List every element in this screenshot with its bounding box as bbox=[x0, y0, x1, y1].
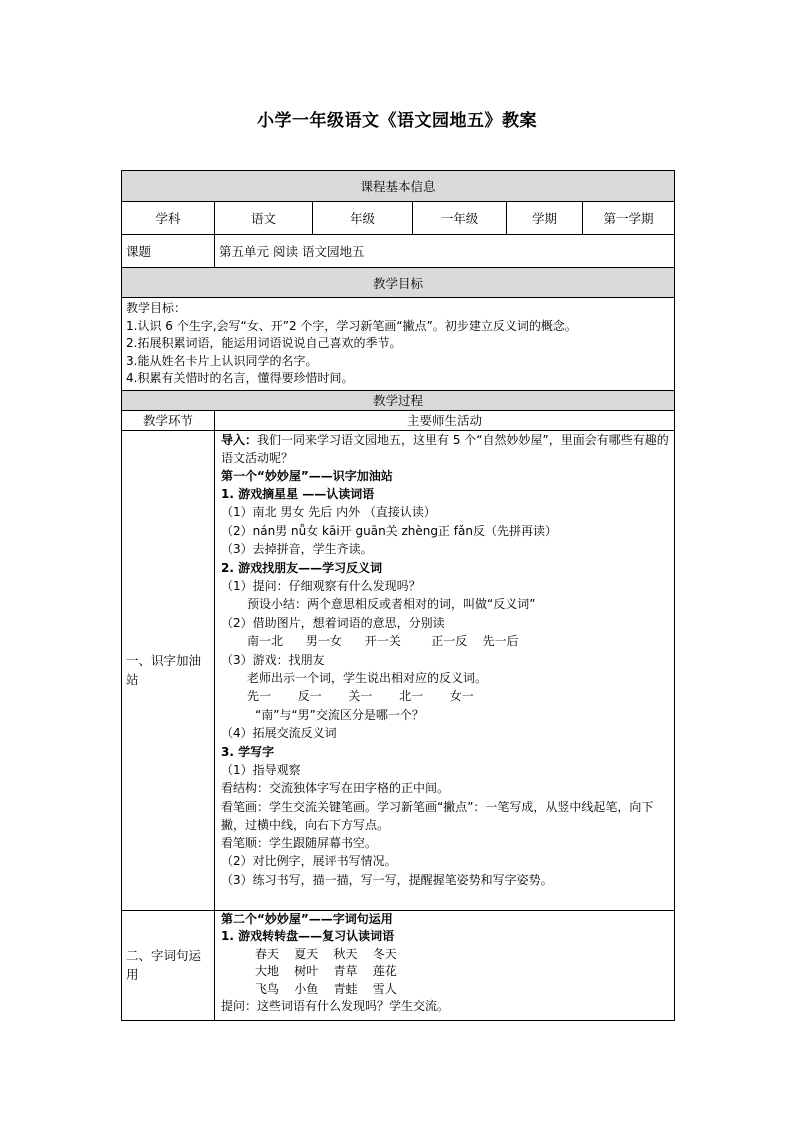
goals-content bbox=[122, 298, 675, 391]
antonym-pairs: 南一北 男一女 开一关 正一反 先一后 bbox=[247, 634, 519, 649]
goal-item: 3.能从姓名卡片上认识同学的名字。 bbox=[126, 353, 318, 368]
term-value: 第一学期 bbox=[583, 202, 675, 235]
activity-line: （2）借助图片，想着词语的意思，分别读 bbox=[221, 615, 445, 630]
activity-heading: 1. 游戏摘星星 ——认读词语 bbox=[221, 486, 375, 501]
goals-header: 教学目标 bbox=[122, 268, 675, 298]
grade-label: 年级 bbox=[313, 202, 413, 235]
activity-line: （1）提问：仔细观察有什么发现吗？ bbox=[221, 578, 421, 593]
process-header: 教学过程 bbox=[122, 390, 675, 410]
goals-intro: 教学目标： bbox=[126, 301, 187, 315]
document-title: 小学一年级语文《语文园地五》教案 bbox=[257, 111, 537, 131]
activity-line: 提问：这些词语有什么发现吗？学生交流。 bbox=[221, 999, 450, 1013]
lesson-plan-table bbox=[121, 170, 675, 1021]
intro-lead: 导入： bbox=[221, 432, 258, 447]
subject-label: 学科 bbox=[122, 202, 215, 235]
activity-line: （3）游戏：找朋友 bbox=[221, 652, 325, 667]
activity-line: 预设小结：两个意思相反或者相对的词，叫做“反义词” bbox=[247, 597, 536, 612]
activity-line: （1）南北 男女 先后 内外 （直接认读） bbox=[221, 505, 436, 520]
term-label: 学期 bbox=[507, 202, 583, 235]
activity-line: （2）nán男 nǚ女 kāi开 guān关 zhèng正 fǎn反（先拼再读） bbox=[221, 523, 557, 538]
activity-line: （1）指导观察 bbox=[221, 763, 301, 777]
activity-line: 看笔画：学生交流关键笔画。学习新笔画“撇点”：一笔写成，从竖中线起笔，向下撇，过横中线，向右下方写点。 bbox=[221, 799, 654, 832]
activity-line: （3）去掉拼音，学生齐读。 bbox=[221, 542, 373, 557]
topic-label: 课题 bbox=[122, 235, 215, 268]
intro-text bbox=[221, 431, 670, 467]
activity-line: （3）练习书写，描一描，写一写，提醒握笔姿势和写字姿势。 bbox=[221, 872, 553, 887]
stage-1-activities bbox=[215, 430, 675, 910]
activity-line: （4）拓展交流反义词 bbox=[221, 726, 337, 741]
activity-line: “南”与“男”交流区分是哪一个？ bbox=[255, 707, 424, 722]
activity-column-header: 主要师生活动 bbox=[215, 410, 675, 430]
stage-2-activities bbox=[215, 910, 675, 1020]
goal-item: 4.积累有关惜时的名言，懂得要珍惜时间。 bbox=[126, 371, 354, 385]
goal-item: 2.拓展积累词语，能运用词语说说自己喜欢的季节。 bbox=[126, 336, 402, 350]
intro-body: 我们一同来学习语文园地五，这里有 5 个“自然妙妙屋”，里面会有哪些有趣的语文活动呢？ bbox=[221, 432, 669, 465]
word-row: 飞鸟 小鱼 青蛙 雪人 bbox=[255, 981, 397, 996]
basic-info-header: 课程基本信息 bbox=[122, 171, 675, 202]
activity-line: 看笔顺：学生跟随屏幕书空。 bbox=[221, 835, 378, 850]
goal-item: 1.认识 6 个生字,会写“女、开”2 个字，学习新笔画“撇点”。初步建立反义词的概念。 bbox=[126, 318, 577, 333]
stage-2-label: 二、字词句运用 bbox=[122, 910, 215, 1020]
activity-heading: 3. 学写字 bbox=[221, 744, 275, 759]
grade-value: 一年级 bbox=[413, 202, 507, 235]
section-heading: 第二个“妙妙屋”——字词句运用 bbox=[221, 911, 393, 926]
activity-line: 老师出示一个词，学生说出相对应的反义词。 bbox=[247, 670, 488, 685]
section-heading: 第一个“妙妙屋”——识字加油站 bbox=[221, 468, 393, 483]
antonym-prompts: 先一 反一 关一 北一 女一 bbox=[247, 689, 474, 704]
activity-line: （2）对比例字，展评书写情况。 bbox=[221, 854, 397, 869]
activity-heading: 2. 游戏找朋友——学习反义词 bbox=[221, 560, 383, 575]
stage-column-header: 教学环节 bbox=[122, 410, 215, 430]
subject-value: 语文 bbox=[215, 202, 313, 235]
activity-line: 看结构：交流独体字写在田字格的正中间。 bbox=[221, 781, 450, 796]
topic-value: 第五单元 阅读 语文园地五 bbox=[215, 235, 675, 268]
stage-1-label: 一、识字加油站 bbox=[122, 430, 215, 910]
activity-heading: 1. 游戏转转盘——复习认读词语 bbox=[221, 929, 395, 943]
word-row: 春天 夏天 秋天 冬天 bbox=[255, 946, 397, 961]
word-row: 大地 树叶 青草 莲花 bbox=[255, 964, 397, 978]
